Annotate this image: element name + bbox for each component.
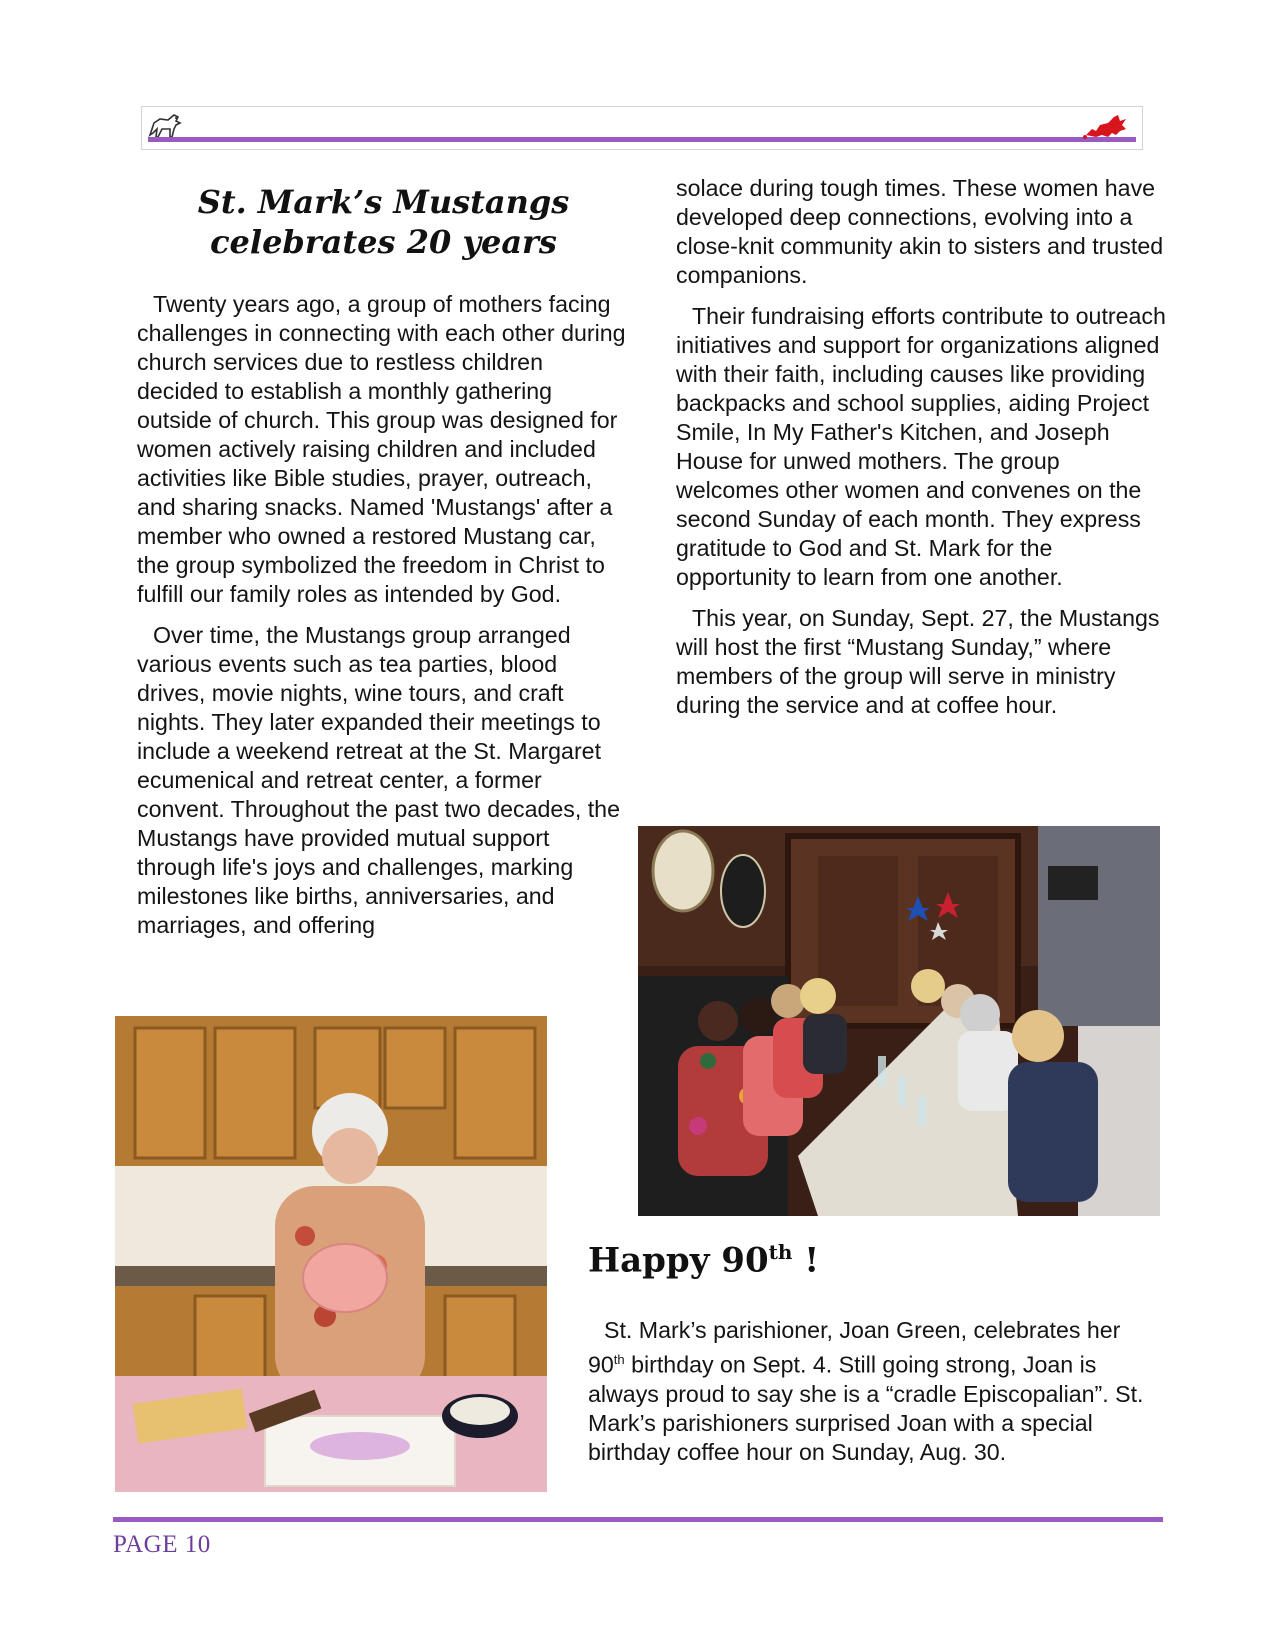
happy-90th-text-sup: th [613, 1352, 625, 1367]
footer-accent-line [113, 1517, 1163, 1522]
happy-90th-heading [588, 1240, 819, 1280]
article-paragraph-4: Their fundraising efforts contribute to outreach initiatives and support for organizations aligned with their faith, including causes like providing backpacks and school supplies, aiding Project Smile, In My Father's Kitchen, and Joseph House for unwed mothers. The group welcomes other women and convenes on the second Sunday of each month. They express gratitude to God and St. Mark for the opportunity to learn from one another. [676, 303, 1166, 590]
happy-90th-heading-end: ! [792, 1240, 820, 1281]
red-lion-icon [1082, 111, 1132, 146]
happy-90th-text-b: birthday on Sept. 4. Still going strong, Joan is always proud to say she is a “cradle Episcopalian”. St. Mark’s parishioners surprised Joan with a special birthday coffee hour on Sunday, Aug. 30. [588, 1351, 1144, 1465]
joan-birthday-photo [115, 1016, 547, 1492]
happy-90th-heading-sup: th [768, 1240, 793, 1264]
header-banner [141, 106, 1143, 150]
happy-90th-text-a: St. Mark’s parishioner, Joan Green, celebrates her 90 [588, 1317, 1121, 1378]
header-accent-line [148, 137, 1136, 142]
mustangs-group-photo [638, 826, 1160, 1216]
happy-90th-paragraph [588, 1316, 1148, 1467]
article-paragraph-2: Over time, the Mustangs group arranged various events such as tea parties, blood drives, movie nights, wine tours, and craft nights. They later expanded their meetings to include a weekend retreat at the St. Margaret ecumenical and retreat center, a former convent. Throughout the past two decades, the Mustangs have provided mutual support through life's joys and challenges, marking milestones like births, anniversaries, and marriages, and offering [137, 622, 620, 938]
happy-90th-heading-main: Happy 90 [588, 1240, 769, 1281]
article-title [137, 182, 630, 262]
right-column [676, 174, 1168, 732]
page-number: PAGE 10 [113, 1531, 211, 1558]
article-title-line-1: St. Mark’s Mustangs [197, 183, 570, 221]
left-column [137, 172, 630, 952]
article-title-line-2: celebrates 20 years [210, 223, 557, 261]
article-paragraph-1: Twenty years ago, a group of mothers facing challenges in connecting with each other during church services due to restless children decided to establish a monthly gathering outside of church. This group was designed for women actively raising children and included activities like Bible studies, prayer, outreach, and sharing snacks. Named 'Mustangs' after a member who owned a restored Mustang car, the group symbolized the freedom in Christ to fulfill our family roles as intended by God. [137, 291, 626, 607]
article-paragraph-3: solace during tough times. These women have developed deep connections, evolving into a close-knit community akin to sisters and trusted companions. [676, 175, 1164, 288]
article-paragraph-5: This year, on Sunday, Sept. 27, the Mustangs will host the first “Mustang Sunday,” where members of the group will serve in ministry during the service and at coffee hour. [676, 605, 1160, 718]
